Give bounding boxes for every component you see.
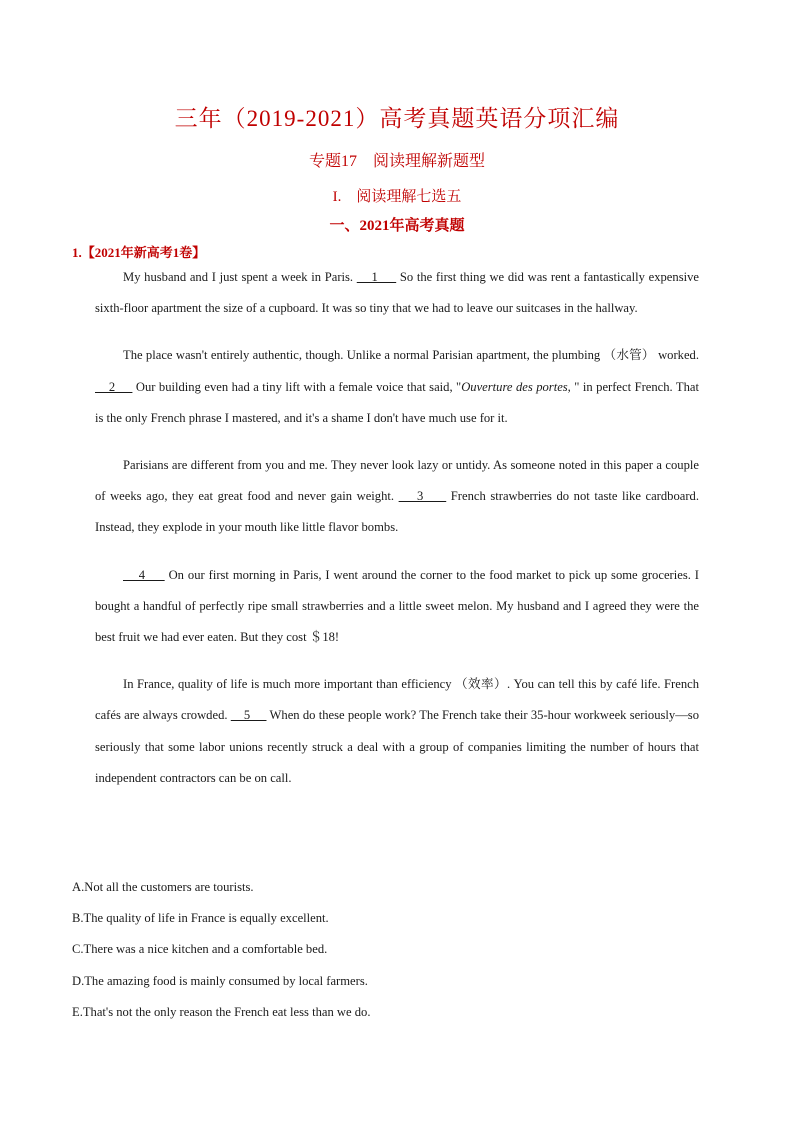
passage-text: In France, quality of life is much more important than efficiency （效率）. You can tell this by café life. French cafés are always crowded. <box>95 677 699 723</box>
passage-text: So the first thing we did was rent a fantastically expensive sixth-floor apartment the size of a cupboard. It was so tiny that we had to leave our suitcases in the hallway. <box>95 270 699 316</box>
year-heading: 一、2021年高考真题 <box>329 218 465 234</box>
question-label: 1.【2021年新高考1卷】 <box>72 245 206 260</box>
passage-text: The place wasn't entirely authentic, though. Unlike a normal Parisian apartment, the plumbing （水管） worked. <box>123 348 699 363</box>
section-heading: I. 阅读理解七选五 <box>332 189 462 205</box>
passage-text: On our first morning in Paris, I went around the corner to the food market to pick up some groceries. I bought a handful of perfectly ripe small strawberries and a little sweet melon. My husband and I agreed they were the best fruit we had ever eaten. But they cost ＄18! <box>95 567 699 645</box>
passage-text: French strawberries do not taste like cardboard. Instead, they explode in your mouth like little flavor bombs. <box>95 489 699 535</box>
option-c: C.There was a nice kitchen and a comfortable bed. <box>72 942 328 957</box>
passage-paragraph <box>95 669 699 794</box>
passage-text: " in perfect French. That is the only French phrase I mastered, and it's a shame I don't have much use for it. <box>95 379 699 425</box>
reading-passage <box>95 262 699 810</box>
answer-blank: 3 <box>398 489 447 504</box>
answer-blank: 1 <box>356 270 397 284</box>
option-b: B.The quality of life in France is equally excellent. <box>72 911 329 926</box>
passage-paragraph <box>95 340 699 434</box>
answer-blank: 5 <box>230 708 267 723</box>
passage-text: Our building even had a tiny lift with a female voice that said, " <box>132 379 462 394</box>
option-d: D.The amazing food is mainly consumed by local farmers. <box>72 973 368 988</box>
passage-text: My husband and I just spent a week in Paris. <box>123 270 357 284</box>
answer-blank: 4 <box>123 567 165 582</box>
french-phrase: Ouverture des portes, <box>461 379 571 394</box>
answer-blank: 2 <box>95 379 133 394</box>
passage-paragraph <box>95 262 699 324</box>
passage-text: When do these people work? The French take their 35-hour workweek seriously—so seriously that some labor unions recently struck a deal with a group of companies limiting the number of hours that independent contractors can be on call. <box>95 708 699 785</box>
document-title: 三年（2019-2021）高考真题英语分项汇编 <box>174 106 620 131</box>
topic-subtitle: 专题17 阅读理解新题型 <box>308 153 485 170</box>
passage-paragraph <box>95 560 699 654</box>
option-e: E.That's not the only reason the French eat less than we do. <box>72 1004 371 1019</box>
passage-paragraph <box>95 450 699 544</box>
answer-options <box>72 872 712 1028</box>
passage-text: Parisians are different from you and me. They never look lazy or untidy. As someone noted in this paper a couple of weeks ago, they eat great food and never gain weight. <box>95 458 699 504</box>
option-a: A.Not all the customers are tourists. <box>72 880 254 894</box>
